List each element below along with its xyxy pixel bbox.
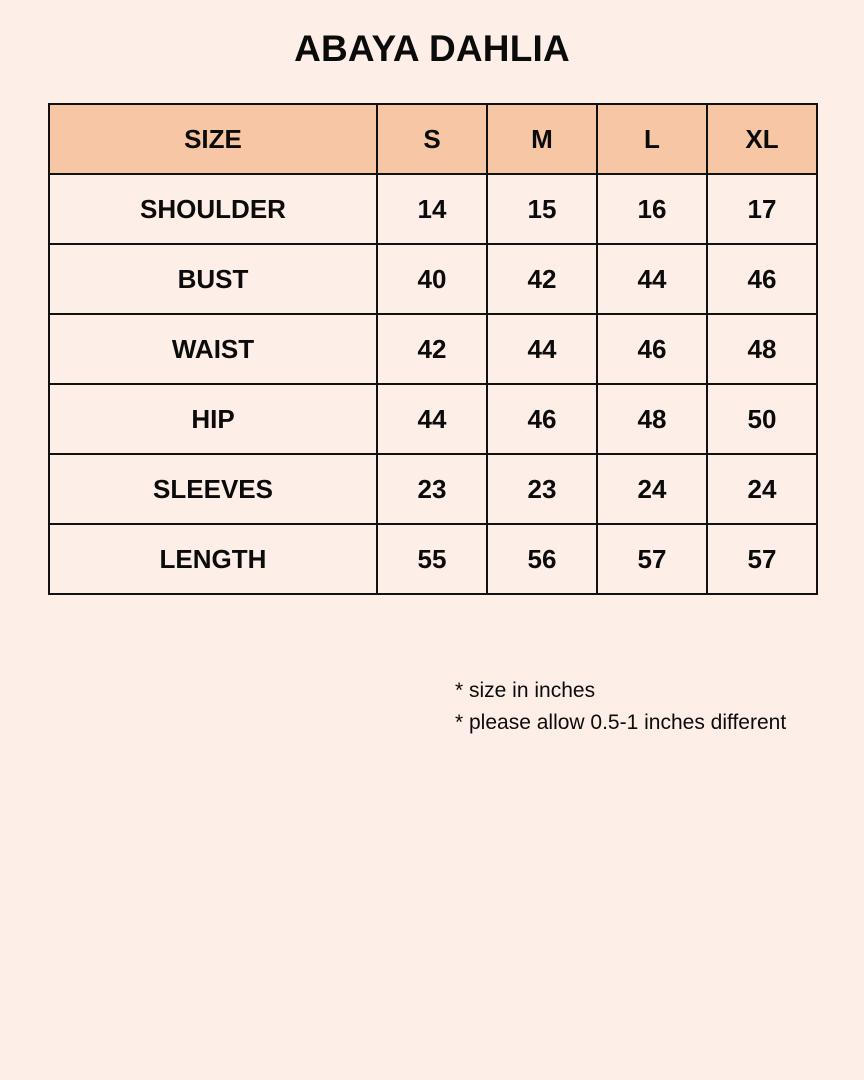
row-label: LENGTH [49,524,377,594]
cell-value: 17 [707,174,817,244]
cell-value: 56 [487,524,597,594]
table-row [49,314,817,384]
note-units: * size in inches [455,679,596,702]
note-tolerance: * please allow 0.5-1 inches different [455,711,787,734]
cell-value: 57 [597,524,707,594]
cell-value: 42 [487,244,597,314]
header-size: SIZE [49,104,377,174]
row-label: BUST [49,244,377,314]
cell-value: 14 [377,174,487,244]
cell-value: 48 [597,384,707,454]
page-title: ABAYA DAHLIA [294,28,570,69]
cell-value: 44 [487,314,597,384]
table-row [49,454,817,524]
cell-value: 23 [377,454,487,524]
cell-value: 46 [707,244,817,314]
row-label: WAIST [49,314,377,384]
cell-value: 42 [377,314,487,384]
table-row [49,244,817,314]
cell-value: 24 [707,454,817,524]
table-row [49,174,817,244]
cell-value: 55 [377,524,487,594]
table-row [49,524,817,594]
row-label: SLEEVES [49,454,377,524]
cell-value: 57 [707,524,817,594]
row-label: SHOULDER [49,174,377,244]
header-m: M [487,104,597,174]
header-s: S [377,104,487,174]
row-label: HIP [49,384,377,454]
header-xl: XL [707,104,817,174]
cell-value: 40 [377,244,487,314]
cell-value: 16 [597,174,707,244]
cell-value: 50 [707,384,817,454]
cell-value: 44 [597,244,707,314]
size-chart-table [48,103,818,595]
cell-value: 24 [597,454,707,524]
header-l: L [597,104,707,174]
cell-value: 46 [487,384,597,454]
table-row [49,384,817,454]
table-header-row [49,104,817,174]
cell-value: 48 [707,314,817,384]
cell-value: 23 [487,454,597,524]
cell-value: 44 [377,384,487,454]
cell-value: 46 [597,314,707,384]
notes [455,675,786,739]
cell-value: 15 [487,174,597,244]
